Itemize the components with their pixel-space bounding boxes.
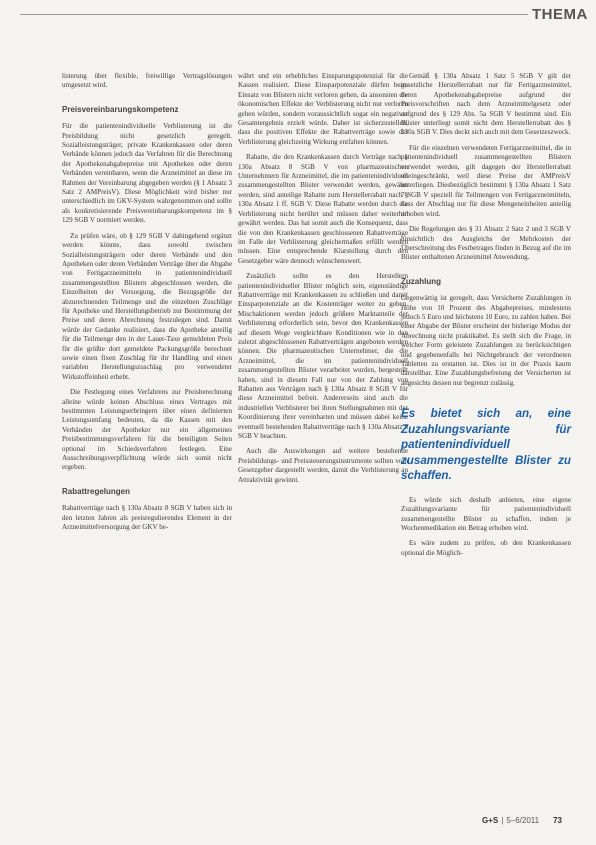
pull-quote: Es bietet sich an, eine Zuzahlungsvariante für patientenindividuell zusammengestellte Blister zu schaffen.	[401, 407, 571, 483]
paragraph: Zu prüfen wäre, ob § 129 SGB V dahingehend ergänzt werden könnte, dass sowohl zwischen Sozialleistungsträgern oder deren Verbände und den Apotheken oder deren Verbänden Verträge über die Abgabe von Fertigarzneimitteln in patientenindividuell zusammengestellten Blistern abgeschlossen werden, die Einzelheiten der Versorgung, die Bezugsgröße der abzurechnenden Teilmenge und die einzelnen Zuschläge für Apotheke und Herstellungsbetrieb zur Bestimmung der Preise und deren Abrechnung festzulegen sind. Damit würde der Gedanke realisiert, dass die Apotheke anteilig für die Teilmenge den in der Lauer-Taxe gemeldeten Preis für die größte dort gemeldete Packungsgröße berechnet sowie einen fixen Zuschlag für ihr Handling und einen variablen Herstellungszuschlag pro verwendeter Wirkstoffeinheit erhebt.	[62, 231, 232, 381]
issue-number: 5–6/2011	[506, 816, 540, 825]
paragraph: Gegenwärtig ist geregelt, dass Versicherte Zuzahlungen in Höhe von 10 Prozent des Abgabepreises, mindestens jedoch 5 Euro und höchstens 10 Euro, zu zahlen haben. Bei einer Abgabe der Blister erscheint der bisherige Modus der Abrechnung nicht praktikabel. Es stellt sich die Frage, in welcher Form geleistete Zuzahlungen zu berücksichtigen und gegebenenfalls bei Nichtgebrauch der verordneten Tabletten zu erstatten ist. Dies ist in der Praxis kaum darstellbar. Eine Zuzahlungsbefreiung der Versicherten ist angesichts dessen nur begrenzt zulässig.	[401, 294, 571, 387]
paragraph: Es wäre zudem zu prüfen, ob den Krankenkassen optional die Möglich-	[401, 539, 571, 557]
paragraph: Zusätzlich sollte es den Herstellern patientenindividueller Blister möglich sein, eigenständige Rabattverträge mit Krankenkassen zu schließen und damit Einsparpotenziale an die Kostenträger weiter zu geben. Mischaktionen werden jedoch größere Marktanteile der Verblisterung erforderlich sein, bevor den Krankenkassen auf diesem Wege vergleichbare Konditionen wie in den zuletzt abgeschlossenen Rabattverträgen angeboten werden können. Die pharmazeutischen Unternehmer, die die Arzneimittel, die im patientenindividuell zusammengestellten Blister verarbeitet wurden, hergestellt haben, sind in diesem Fall nur von der Zahlung von Rabatten aus Verträgen nach § 130a Absatz 8 SGB V für diese Arzneimittel befreit. Andererseits sind auch die industriellen Verblisterer bei ihren Stellungnahmen mit der Koordinierung ihrer vereinbarten und müssen dabei keine eventuell bestehenden Rabattverträge nach § 130a Absatz 8 SGB V beachten.	[238, 272, 408, 441]
page-number: 73	[553, 816, 562, 825]
subheading-preisvereinbarung: Preisvereinbarungskompetenz	[62, 104, 179, 114]
paragraph: währt und ein erhebliches Einsparungspotenzial für die Kassen realisiert. Diese Einsparpotenziale dürfen beim Einsatz von Blistern nicht verloren gehen, da ansonsten die ökonomischen Effekte der Verblisterung nicht nur verloren gehen würden, sondern voraussichtlich sogar ein negativer Gesamtergebnis erzielt würde. Daher ist sicherzustellen, dass die positiven Effekte der Rabattverträge sowie der Verblisterung gleichzeitig Wirkung entfalten können.	[238, 72, 408, 146]
paragraph: Rabattverträge nach § 130a Absatz 8 SGB V haben sich in den letzten Jahren als preisregulierendes Element in der Arzneimittelversorgung der GKV be-	[62, 504, 232, 532]
paragraph: Die Regelungen des § 31 Absatz 2 Satz 2 und 3 SGB V hinsichtlich des Ausgleichs der Mehrkosten der Überschreitung des Festbetrages finden in Bezug auf die im Blister enthaltenen Arzneimittel Anwendung.	[401, 225, 571, 262]
magazine-brand: G+S	[482, 816, 499, 825]
paragraph: Für die einzelnen verwendeten Fertigarzneimittel, die in patientenindividuell zusammengestellten Blistern verwendet werden, gilt dagegen der Herstellerrabatt uneingeschränkt, weil diese Preise der AMPreisV unterliegen. Diesbezüglich bestimmt § 130a Absatz 1 Satz 7 SGB V speziell für Teilmengen von Fertigarzneimitteln, dass der Abschlag nur für diese Mengeneinheiten anteilig erhoben wird.	[401, 143, 571, 218]
section-title: THEMA	[532, 6, 588, 23]
paragraph: Auch die Auswirkungen auf weitere bestehende Preisbildungs- und Preissteuerungsinstrumente sollten vom Gesetzgeber dargestellt werden, damit die Verblisterung an Attraktivität gewinnt.	[238, 447, 408, 484]
column-left	[62, 72, 232, 538]
subheading-rabattregelungen: Rabattregelungen	[62, 486, 131, 496]
paragraph: Für die patientenindividuelle Verblisterung ist die Preisbildung nicht gesetzlich geregelt. Sozialleistungsträger, private Krankenkassen oder deren Verbände können jedoch das Verfahren für die Berechnung der Apothekenabgabepreise mit Apotheken oder deren Verbänden vereinbaren, wenn die Arzneimittel an diese im Rahmen der Vereinbarung abgegeben werden (§ 1 Absatz 3 Satz 2 AMPreisV). Diese Möglichkeit wird bisher nur unterschiedlich im GKV-System wahrgenommen und sollte als konkretisierende Preisvereinbarungskompetenz im § 129 SGB V normiert werden.	[62, 122, 232, 225]
paragraph: Gemäß § 130a Absatz 1 Satz 5 SGB V gilt der gesetzliche Herstellerrabatt nur für Fertigarzneimittel, deren Apothekenabgabepreise aufgrund der Preisvorschriften nach dem Arzneimittelgesetz oder aufgrund des § 129 Abs. 5a SGB V bestimmt sind. Ein Blister unterliegt somit nicht dem Herstellerrabatt des § 130a SGB V. Dies deckt sich auch mit dem Gesetzeszweck.	[401, 72, 571, 137]
paragraph: Die Festlegung eines Verfahrens zur Preisberechnung alleine würde keinen Abschluss eines Vertrages mit bestimmten Leistungserbringern über einen definierten Leistungsumfang bedeuten, da die Kassen mit den Verbänden der Apotheker nur ein allgemeines Preisbestimmungsverfahren für die beteiligten Seiten optional im Schiedsverfahren festlegen. Eine Ausschreibungsverpflichtung würde sich somit nicht ergeben.	[62, 388, 232, 472]
paragraph: Rabatte, die den Krankenkassen durch Verträge nach § 130a Absatz 8 SGB V von pharmazeutischen Unternehmern für Arzneimittel, die im patientenindividuell zusammengestellten Blister verwendet werden, gewährt werden, sind anteilige Rabatte zum Herstellerrabatt nach § 130a Absatz 1 ff. SGB V. Diese Rabatte werden durch die Verblisterung nicht berührt und müssen daher weiterhin gewährt werden. Das hat somit auch die Konsequenz, dass die von den Krankenkassen geschlossenen Rabattverträge im Falle der Verblisterung gleichermaßen erfüllt werden müssen. Eine entsprechende Klarstellung durch den Gesetzgeber wäre dennoch wünschenswert.	[238, 153, 408, 265]
paragraph: listerung über flexible, freiwillige Vertragslösungen umgesetzt wird.	[62, 72, 232, 90]
column-middle	[238, 72, 408, 491]
paragraph: Es würde sich deshalb anbieten, eine eigene Zuzahlungsvariante für patientenindividuell zusammengestellte Blister zu schaffen, indem je Wochenmedikation ein Betrag erhoben wird.	[401, 495, 571, 532]
header-rule	[20, 14, 528, 15]
page-footer: G+S | 5–6/2011 73	[482, 816, 562, 825]
column-right	[401, 72, 571, 564]
subheading-zuzahlung: Zuzahlung	[401, 276, 441, 286]
